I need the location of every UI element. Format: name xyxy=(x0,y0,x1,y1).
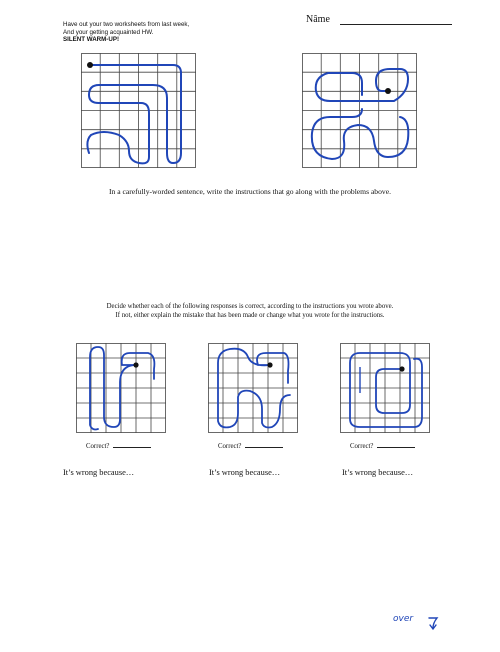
warmup-grid-1 xyxy=(81,53,196,168)
wrong-because-1: It’s wrong because… xyxy=(63,468,135,477)
wrong-because-3: It’s wrong because… xyxy=(342,468,414,477)
response-grid-3 xyxy=(340,343,430,433)
correct-label: Correct? xyxy=(86,443,110,450)
over-text: over xyxy=(393,614,414,624)
prompt-instructions: In a carefully-worded sentence, write the instructions that go along with the problems above. xyxy=(109,187,391,196)
prompt-evaluate-line: Decide whether each of the following responses is correct, according to the instructions you wrote above. xyxy=(106,303,394,310)
turn-arrow-icon xyxy=(427,615,441,631)
correct-blank[interactable] xyxy=(377,447,415,448)
prompt-evaluate xyxy=(0,302,500,320)
note-line: And your getting acquainted HW. xyxy=(63,28,154,36)
correct-blank[interactable] xyxy=(113,447,151,448)
response-grid-2 xyxy=(208,343,298,433)
correct-label: Correct? xyxy=(350,443,374,450)
correct-prompt-3 xyxy=(350,443,415,450)
instructions-note xyxy=(63,21,189,44)
correct-blank[interactable] xyxy=(245,447,283,448)
name-blank[interactable] xyxy=(340,24,452,25)
wrong-because-2: It’s wrong because… xyxy=(209,468,281,477)
note-line: Have out your two worksheets from last week, xyxy=(63,21,190,28)
handwritten-over-note xyxy=(393,614,413,624)
response-grid-1 xyxy=(76,343,166,433)
prompt-evaluate-line: If not, either explain the mistake that has been made or change what you wrote for the instructions. xyxy=(115,312,385,319)
name-label: Nâme xyxy=(306,14,330,25)
correct-prompt-2 xyxy=(218,443,283,450)
warmup-title: SILENT WARM-UP! xyxy=(63,36,120,44)
correct-label: Correct? xyxy=(218,443,242,450)
correct-prompt-1 xyxy=(86,443,151,450)
warmup-grid-2 xyxy=(302,53,417,168)
